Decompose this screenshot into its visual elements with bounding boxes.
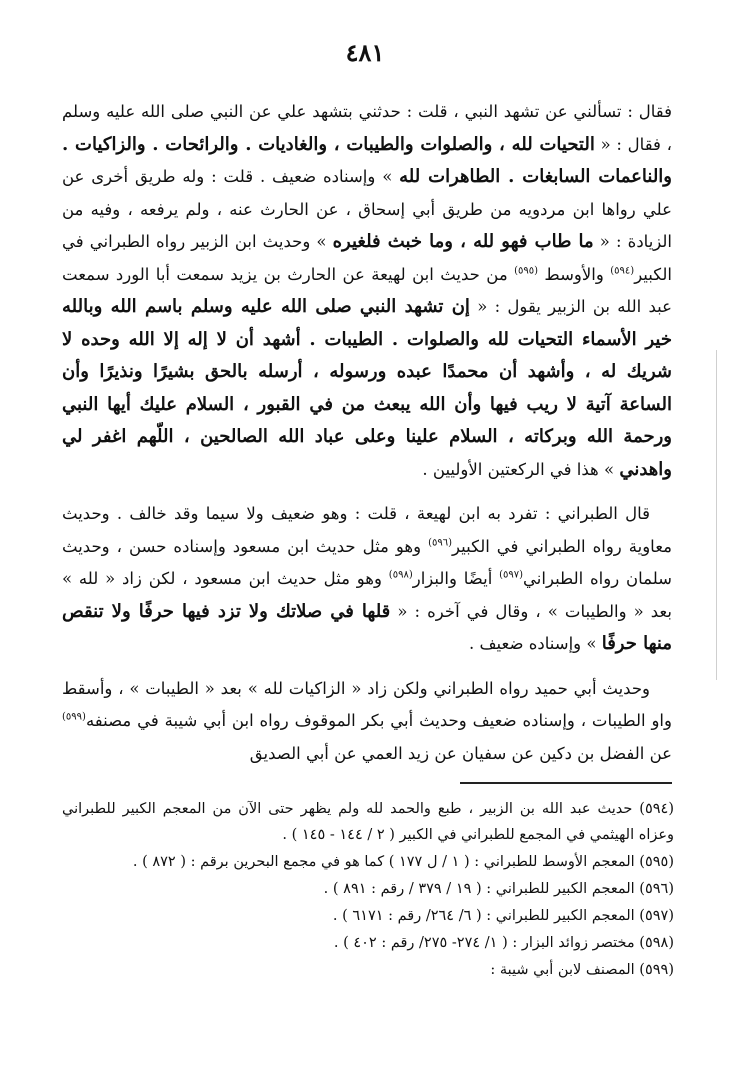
footnote-ref: (٥٩٥) — [514, 265, 539, 276]
footnote-ref: (٥٩٦) — [428, 537, 453, 548]
body-text: » وحديث ابن الزبير رواه الطبراني في الكبير — [62, 232, 672, 284]
paragraph — [62, 498, 672, 661]
body-text: قال الطبراني : تفرد به ابن لهيعة ، قلت : وهو ضعيف ولا سيما وقد خالف . وحديث معاوية رواه الطبراني في الكبير — [62, 504, 672, 556]
body-text: » هذا في الركعتين الأوليين . — [422, 459, 620, 479]
footnote-ref: (٥٩٨) — [388, 569, 413, 581]
body-text: » وإسناده ضعيف . — [468, 634, 602, 653]
hadith-text: إن تشهد النبي صلى الله عليه وسلم باسم الله وبالله خير الأسماء التحيات لله والصلوات . الطيبات . أشهد أن لا إله إلا الله وحده لا شريك له ، وأشهد أن محمدًا عبده ورسوله ، أرسله بالحق بشيرًا ونذيرًا وأن الساعة آتية لا ريب فيها وأن الله يبعث من في القبور ، السلام عليك أيها النبي ورحمة الله وبركاته ، السلام علينا وعلى عباد الله الصالحين ، اللّهم اغفر لي واهدني — [62, 296, 672, 480]
body-text: والأوسط — [538, 264, 611, 284]
footnote-text: المعجم الأوسط للطبراني : ( ١ / ل ١٧٧ ) كما هو في مجمع البحرين برقم : ( ٨٧٢ ) . — [132, 854, 640, 870]
body-text: وهو مثل حديث ابن مسعود ، لكن زاد « لله » بعد « والطيبات » ، وقال في آخره : « — [62, 569, 672, 621]
footnote-text: المصنف لابن أبي شيبة : — [490, 962, 640, 978]
body-text: أيضًا والبزار — [412, 569, 500, 588]
footnote — [62, 930, 674, 956]
footnote-number: (٥٩٧) — [639, 908, 674, 924]
footnote-ref: (٥٩٧) — [499, 569, 524, 581]
body-text: » وإسناده ضعيف . قلت : وله طريق أخرى عن علي رواها ابن مردويه من طريق أبي إسحاق ، عن الحارث عنه ، ولم يرفعه ، وفيه من الزيادة : « — [62, 167, 672, 251]
footnote-text: مختصر زوائد البزار : ( ١/ ٢٧٤- ٢٧٥/ رقم : ٤٠٢ ) . — [333, 935, 640, 951]
footnote — [62, 903, 674, 929]
footnote-number: (٥٩٦) — [639, 881, 674, 897]
hadith-text: التحيات لله ، والصلوات والطيبات ، والغاديات . والرائحات . والزاكيات . والناعمات السابغات . الطاهرات لله — [62, 133, 672, 187]
hadith-text: قلها في صلاتك ولا تزد فيها حرفًا ولا تنقص منها حرفًا — [62, 600, 672, 654]
body-text: وحديث أبي حميد رواه الطبراني ولكن زاد « الزاكيات لله » بعد « الطيبات » ، وأسقط واو الطيبات ، وإسناده ضعيف وحديث أبي بكر الموقوف رواه ابن أبي شيبة في مصنفه — [62, 678, 672, 730]
footnote-number: (٥٩٨) — [639, 935, 674, 951]
footnote-ref: (٥٩٤) — [610, 265, 635, 276]
footnote-number: (٥٩٩) — [639, 962, 674, 978]
body-text: وهو مثل حديث ابن مسعود وإسناده حسن ، وحديث سلمان رواه الطبراني — [62, 536, 672, 588]
hadith-text: ما طاب فهو لله ، وما خبث فلغيره — [332, 231, 594, 252]
body-text: من حديث ابن لهيعة عن الحارث بن يزيد سمعت أبا الورد سمعت عبد الله بن الزبير يقول : « — [62, 264, 672, 316]
page-number: ٤٨١ — [345, 38, 385, 67]
footnote — [62, 957, 674, 983]
main-text — [62, 96, 672, 782]
footnote-number: (٥٩٥) — [639, 854, 674, 870]
footnote-separator — [460, 782, 672, 784]
footnote-text: حديث عبد الله بن الزبير ، طبع والحمد لله ولم يظهر حتى الآن من المعجم الكبير للطبراني وعزاه الهيثمي في المجمع للطبراني في الكبير ( ٢ / ١٤٤ - ١٤٥ ) . — [62, 801, 674, 843]
footnote-ref: (٥٩٩) — [62, 711, 86, 723]
body-text: عن الفضل بن دكين عن سفيان عن زيد العمي عن أبي الصديق — [249, 743, 672, 763]
footnote-text: المعجم الكبير للطبراني : ( ٦/ ٢٦٤/ رقم : ٦١٧١ ) . — [332, 908, 640, 924]
scan-gutter-line — [716, 350, 717, 680]
body-text: فقال : تسألني عن تشهد النبي ، قلت : حدثني بتشهد علي عن النبي صلى الله عليه وسلم ، فقال : « — [62, 102, 672, 154]
footnote-text: المعجم الكبير للطبراني : ( ١٩ / ٣٧٩ / رقم : ٨٩١ ) . — [323, 881, 640, 897]
footnote-number: (٥٩٤) — [639, 801, 674, 817]
paragraph — [62, 673, 672, 771]
footnotes — [62, 796, 674, 984]
footnote — [62, 849, 674, 875]
footnote — [62, 876, 674, 902]
footnote — [62, 796, 674, 848]
paragraph — [62, 96, 672, 486]
